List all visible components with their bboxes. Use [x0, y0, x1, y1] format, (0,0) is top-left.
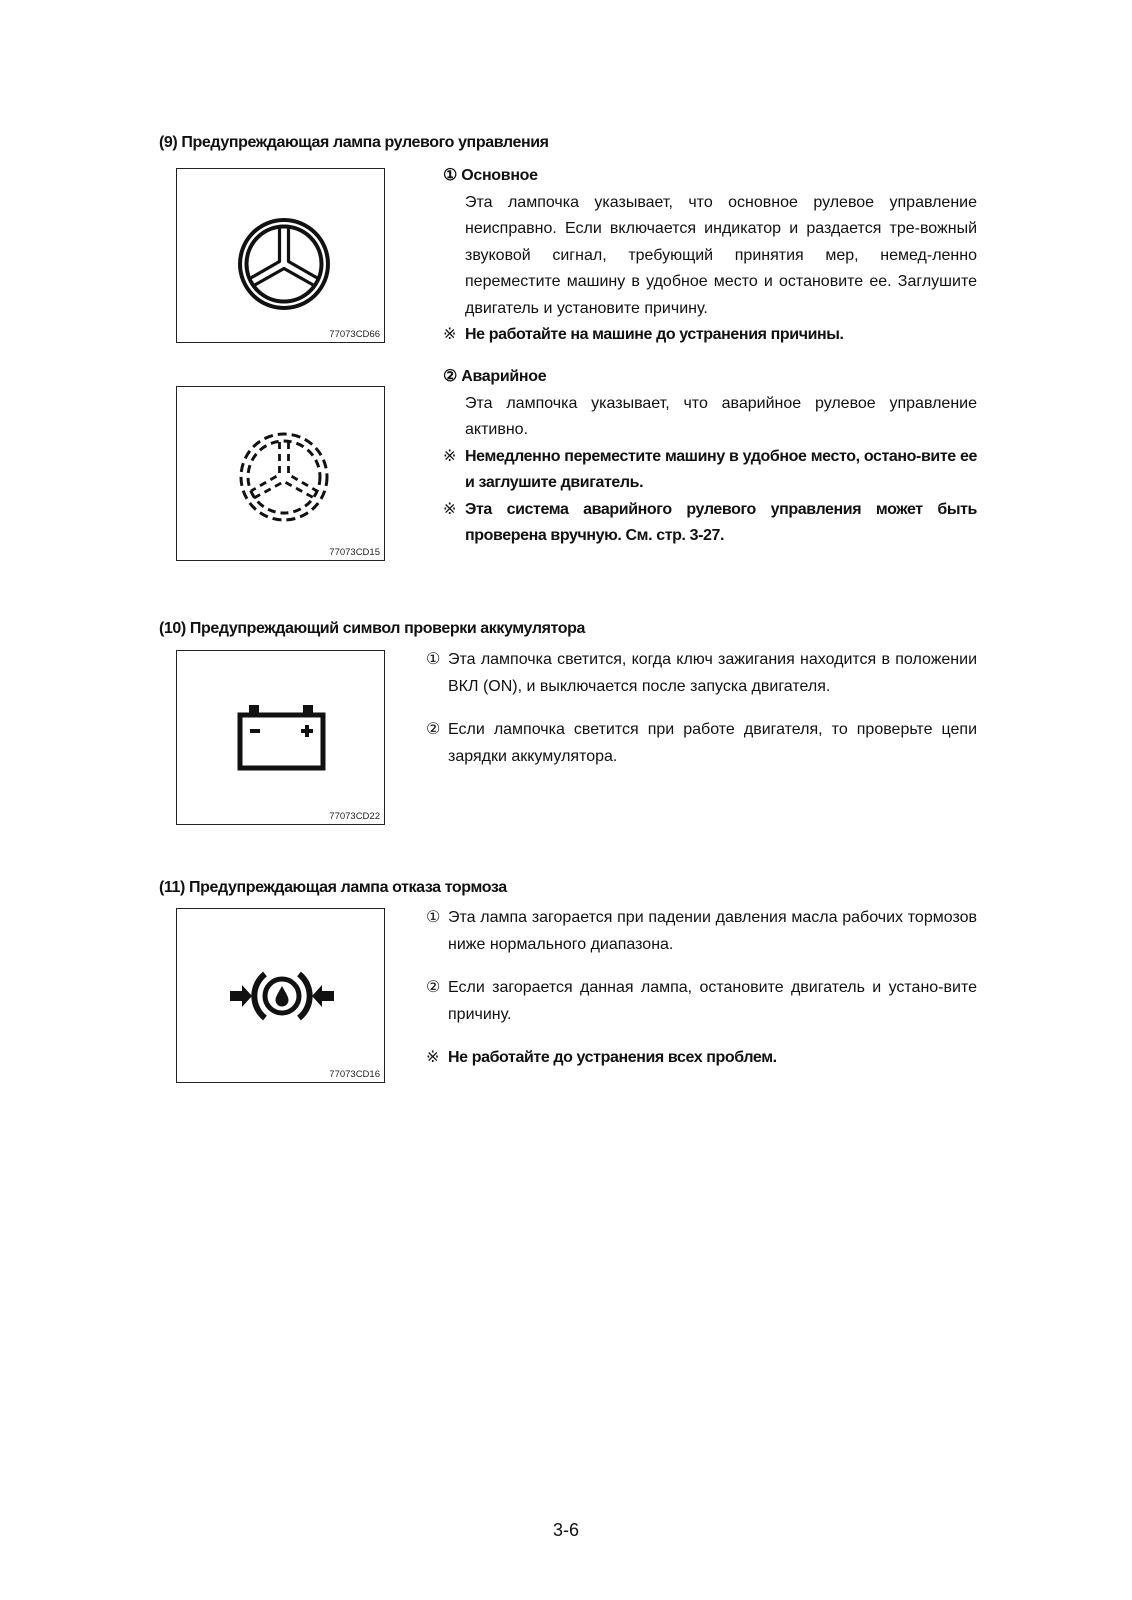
figure-brake: [176, 908, 385, 1083]
emergency-steering-dashed-icon: [234, 427, 334, 527]
marker: ②: [443, 368, 458, 385]
marker: ①: [443, 167, 458, 184]
item-text: Эта лампочка светится, когда ключ зажигания находится в положении ВКЛ (ON), и выключается после запуска двигателя.: [448, 651, 977, 695]
note-text: Немедленно переместите машину в удобное место, остано-вите ее и заглушите двигатель.: [465, 447, 977, 491]
battery-item-2: [426, 717, 977, 770]
note-text: Не работайте на машине до устранения причины.: [465, 326, 844, 343]
emergency-warning-note-1: [443, 444, 977, 497]
item-text: Эта лампа загорается при падении давления масла рабочих тормозов ниже нормального диапазона.: [448, 909, 977, 953]
figure-steering-main: [176, 168, 385, 343]
battery-item-1: [426, 647, 977, 700]
section-10-text: [426, 647, 977, 770]
brake-pressure-icon: [227, 961, 337, 1031]
emergency-title: Аварийное: [461, 368, 547, 385]
section-11-text: [426, 905, 977, 1072]
note-marker: ※: [426, 1049, 440, 1066]
main-title: Основное: [461, 167, 538, 184]
battery-icon: [232, 701, 332, 781]
section-9-emergency-block: [443, 364, 977, 550]
figure-code: 77073CD22: [329, 811, 380, 822]
figure-code: 77073CD66: [329, 329, 380, 340]
figure-code: 77073CD15: [329, 547, 380, 558]
page-number: 3-6: [552, 1520, 579, 1540]
note-text: Не работайте до устранения всех проблем.: [448, 1049, 777, 1066]
steering-wheel-icon: [234, 214, 334, 314]
note-marker: ※: [443, 500, 457, 518]
emergency-description: Эта лампочка указывает, что аварийное рулевое управление активно.: [465, 394, 977, 438]
note-marker: ※: [443, 447, 457, 465]
brake-item-1: [426, 905, 977, 958]
figure-code: 77073CD16: [329, 1069, 380, 1080]
item-marker: ②: [426, 721, 441, 738]
main-subheading: [443, 163, 977, 190]
item-marker: ①: [426, 909, 441, 926]
emergency-warning-note-2: [443, 497, 977, 550]
item-text: Если лампочка светится при работе двигателя, то проверьте цепи зарядки аккумулятора.: [448, 721, 977, 765]
brake-warning-note: [426, 1045, 977, 1072]
item-marker: ②: [426, 979, 441, 996]
item-marker: ①: [426, 651, 441, 668]
note-marker: ※: [443, 326, 457, 343]
section-9-heading: (9) Предупреждающая лампа рулевого управления: [159, 134, 549, 151]
figure-battery: [176, 650, 385, 825]
main-description: Эта лампочка указывает, что основное рулевое управление неисправно. Если включается индикатор и раздается тре-вожный звуковой сигнал, требующий принятия мер, немед-ленно переместите машину в удобное место и остановите ее. Заглушите двигатель и установите причину.: [465, 193, 977, 317]
item-text: Если загорается данная лампа, остановите двигатель и устано-вите причину.: [448, 979, 977, 1023]
figure-steering-emergency: [176, 386, 385, 561]
brake-item-2: [426, 975, 977, 1028]
note-text: Эта система аварийного рулевого управления может быть проверена вручную. См. стр. 3-27.: [465, 500, 977, 544]
section-9-main-block: [443, 163, 977, 349]
section-10-heading: (10) Предупреждающий символ проверки аккумулятора: [159, 620, 585, 637]
main-warning-note: [443, 322, 977, 349]
section-11-heading: (11) Предупреждающая лампа отказа тормоза: [159, 879, 507, 896]
emergency-subheading: [443, 364, 977, 391]
